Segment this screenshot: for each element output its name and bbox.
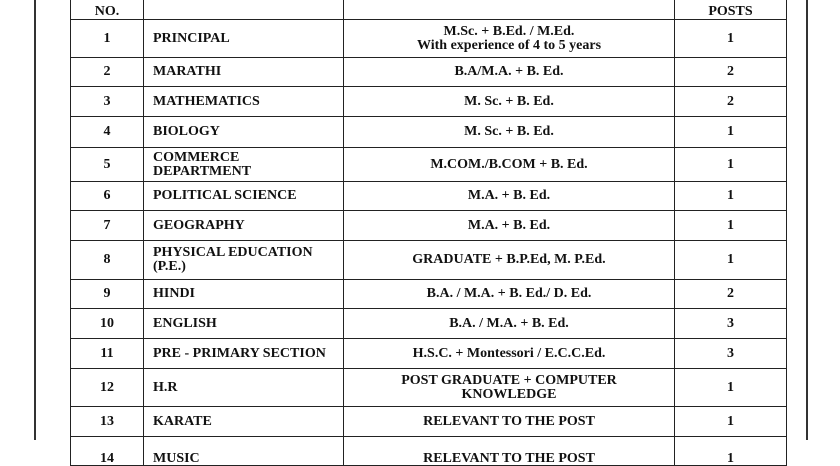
subject-line: BIOLOGY xyxy=(153,124,220,139)
qualification-line: M. Sc. + B. Ed. xyxy=(464,124,554,139)
posts-count: 1 xyxy=(727,451,734,466)
row-number xyxy=(71,369,144,407)
row-qualification xyxy=(344,339,675,369)
qualification-line: With experience of 4 to 5 years xyxy=(416,37,602,53)
header-subject xyxy=(144,0,344,20)
posts-count: 2 xyxy=(727,93,734,109)
row-number-text: 11 xyxy=(100,345,114,361)
vacancy-table xyxy=(70,0,787,466)
row-posts xyxy=(675,148,787,182)
table-row xyxy=(71,437,787,466)
row-subject xyxy=(144,211,344,241)
row-number xyxy=(71,407,144,437)
row-number xyxy=(71,339,144,369)
row-qualification xyxy=(344,182,675,211)
subject-line: KARATE xyxy=(153,413,212,429)
posts-count: 1 xyxy=(727,188,734,203)
subject-line: COMMERCE xyxy=(153,149,240,165)
qualification-line: H.S.C. + Montessori / E.C.C.Ed. xyxy=(412,345,606,361)
subject-line: HINDI xyxy=(153,286,196,301)
row-posts xyxy=(675,117,787,148)
qualification-line: B.A. / M.A. + B. Ed. xyxy=(449,315,569,331)
posts-count: 1 xyxy=(727,156,734,172)
row-number-text: 3 xyxy=(103,93,111,109)
table-header-row xyxy=(71,0,787,20)
row-subject xyxy=(144,117,344,148)
row-qualification xyxy=(344,407,675,437)
row-posts xyxy=(675,407,787,437)
row-number xyxy=(71,58,144,87)
header-no: NO. xyxy=(71,0,144,20)
qualification-line: POST GRADUATE + COMPUTER xyxy=(401,372,617,388)
qualification-line: M.COM./B.COM + B. Ed. xyxy=(430,156,588,172)
subject-line: PRE - PRIMARY SECTION xyxy=(153,345,326,361)
row-qualification xyxy=(344,58,675,87)
table-row xyxy=(71,182,787,211)
subject-line: (P.E.) xyxy=(153,259,186,274)
posts-count: 3 xyxy=(727,345,734,361)
header-posts: POSTS xyxy=(675,0,787,20)
row-number xyxy=(71,117,144,148)
subject-line: H.R xyxy=(153,379,178,395)
table-row xyxy=(71,407,787,437)
table-row xyxy=(71,117,787,148)
row-number xyxy=(71,211,144,241)
row-number xyxy=(71,280,144,309)
posts-count: 3 xyxy=(727,315,734,331)
posts-count: 1 xyxy=(727,379,734,395)
row-subject xyxy=(144,437,344,466)
qualification-line: B.A. / M.A. + B. Ed./ D. Ed. xyxy=(426,286,592,301)
row-posts xyxy=(675,280,787,309)
page-border-right xyxy=(806,0,808,440)
row-subject xyxy=(144,20,344,58)
row-subject xyxy=(144,58,344,87)
row-posts xyxy=(675,87,787,117)
posts-count: 2 xyxy=(727,286,734,301)
row-number xyxy=(71,87,144,117)
header-qualification xyxy=(344,0,675,20)
qualification-line: M. Sc. + B. Ed. xyxy=(464,93,554,109)
row-posts xyxy=(675,369,787,407)
row-qualification xyxy=(344,20,675,58)
subject-line: PHYSICAL EDUCATION xyxy=(153,245,313,260)
table-row xyxy=(71,280,787,309)
qualification-line: B.A/M.A. + B. Ed. xyxy=(454,64,564,79)
row-subject xyxy=(144,241,344,280)
row-number-text: 4 xyxy=(103,124,111,139)
row-number-text: 10 xyxy=(100,315,114,331)
qualification-line: RELEVANT TO THE POST xyxy=(423,451,595,466)
qualification-line: M.Sc. + B.Ed. / M.Ed. xyxy=(443,23,575,39)
qualification-line: M.A. + B. Ed. xyxy=(467,217,551,233)
row-qualification xyxy=(344,117,675,148)
row-subject xyxy=(144,309,344,339)
row-number-text: 9 xyxy=(103,286,111,301)
row-subject xyxy=(144,148,344,182)
row-number-text: 7 xyxy=(103,217,111,233)
row-number xyxy=(71,148,144,182)
subject-line: DEPARTMENT xyxy=(153,163,252,179)
row-posts xyxy=(675,309,787,339)
table-row xyxy=(71,241,787,280)
subject-line: POLITICAL SCIENCE xyxy=(153,188,297,203)
row-posts xyxy=(675,58,787,87)
row-subject xyxy=(144,280,344,309)
subject-line: MUSIC xyxy=(153,451,200,466)
row-number-text: 5 xyxy=(103,156,111,172)
subject-line: MARATHI xyxy=(153,64,222,79)
row-qualification xyxy=(344,241,675,280)
row-qualification xyxy=(344,211,675,241)
row-number xyxy=(71,437,144,466)
row-qualification xyxy=(344,369,675,407)
subject-line: PRINCIPAL xyxy=(153,30,230,46)
posts-count: 1 xyxy=(727,30,734,46)
row-qualification xyxy=(344,309,675,339)
table-row xyxy=(71,309,787,339)
row-subject xyxy=(144,407,344,437)
row-number-text: 2 xyxy=(103,64,111,79)
row-number-text: 1 xyxy=(103,30,111,46)
row-number xyxy=(71,309,144,339)
subject-line: MATHEMATICS xyxy=(153,93,260,109)
table-row xyxy=(71,58,787,87)
table-row xyxy=(71,20,787,58)
row-number-text: 6 xyxy=(103,188,111,203)
row-qualification xyxy=(344,148,675,182)
qualification-line: RELEVANT TO THE POST xyxy=(423,413,595,429)
row-posts xyxy=(675,211,787,241)
qualification-line: KNOWLEDGE xyxy=(461,386,557,402)
posts-count: 2 xyxy=(727,64,734,79)
row-qualification xyxy=(344,280,675,309)
subject-line: ENGLISH xyxy=(153,315,217,331)
row-number-text: 13 xyxy=(100,413,114,429)
row-posts xyxy=(675,20,787,58)
row-qualification xyxy=(344,437,675,466)
row-subject xyxy=(144,369,344,407)
row-subject xyxy=(144,339,344,369)
posts-count: 1 xyxy=(727,217,734,233)
table-row xyxy=(71,211,787,241)
posts-count: 1 xyxy=(727,252,734,267)
posts-count: 1 xyxy=(727,124,734,139)
page-border-left xyxy=(34,0,36,440)
row-number-text: 14 xyxy=(100,451,114,466)
subject-line: GEOGRAPHY xyxy=(153,217,245,233)
row-posts xyxy=(675,241,787,280)
row-number xyxy=(71,20,144,58)
row-number-text: 8 xyxy=(103,252,111,267)
row-posts xyxy=(675,339,787,369)
qualification-line: M.A. + B. Ed. xyxy=(467,188,551,203)
row-number xyxy=(71,182,144,211)
row-posts xyxy=(675,437,787,466)
row-qualification xyxy=(344,87,675,117)
table-row xyxy=(71,369,787,407)
table-row xyxy=(71,148,787,182)
row-subject xyxy=(144,182,344,211)
table-row xyxy=(71,87,787,117)
row-subject xyxy=(144,87,344,117)
posts-count: 1 xyxy=(727,413,734,429)
row-number xyxy=(71,241,144,280)
table-row xyxy=(71,339,787,369)
qualification-line: GRADUATE + B.P.Ed, M. P.Ed. xyxy=(412,252,606,267)
row-number-text: 12 xyxy=(100,379,114,395)
row-posts xyxy=(675,182,787,211)
